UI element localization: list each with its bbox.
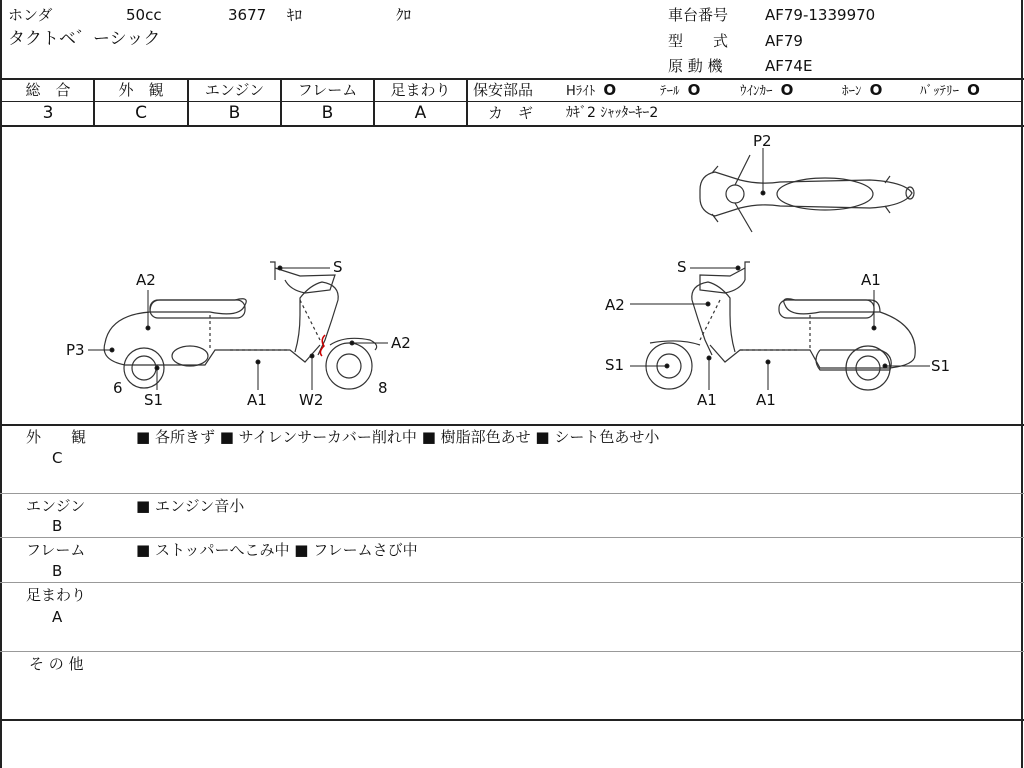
safety-label: 保安部品 [473, 81, 534, 99]
label-right-a1-top: A1 [861, 271, 881, 289]
displacement: 50cc [126, 6, 162, 24]
engine-grade-label: エンジン [204, 81, 265, 99]
key-label: カ ギ [488, 104, 534, 122]
label-right-a1-a: A1 [697, 391, 717, 409]
safety-battery-label: ﾊﾞｯﾃﾘｰ [920, 84, 959, 99]
safety-headlight-label: Hﾗｲﾄ [566, 84, 596, 99]
mileage: 3677 [228, 6, 267, 24]
safety-tail-mark: O [687, 81, 701, 99]
mileage-unit: ｷﾛ [287, 6, 303, 24]
note-suspension-label: 足まわり [26, 586, 87, 604]
note-engine-label: エンジン [26, 497, 86, 515]
note-frame-grade: B [52, 562, 63, 580]
label-right-s1-left: S1 [605, 356, 625, 374]
safety-winker-mark: O [780, 81, 794, 99]
note-exterior-grade: C [52, 449, 63, 467]
key-text: ｶｷﾞ2 ｼｬｯﾀｰｷｰ2 [566, 105, 659, 121]
label-left-s: S [333, 258, 343, 276]
engine-value: AF74E [765, 57, 813, 75]
overall-label: 総 合 [25, 81, 71, 99]
safety-horn-mark: O [869, 81, 883, 99]
label-left-s1: S1 [144, 391, 164, 409]
exterior-grade: C [135, 103, 147, 123]
label-left-8: 8 [378, 379, 388, 397]
safety-headlight-mark: O [603, 81, 617, 99]
suspension-grade-label: 足まわり [390, 81, 451, 99]
maker: ホンダ [8, 6, 53, 24]
exterior-label: 外 観 [118, 81, 164, 99]
label-left-a1: A1 [247, 391, 267, 409]
note-exterior-text: ■ 各所きず ■ サイレンサーカバー削れ中 ■ 樹脂部色あせ ■ シート色あせ小 [136, 428, 660, 446]
label-right-a1-b: A1 [756, 391, 776, 409]
frame-no-label: 車台番号 [668, 6, 729, 24]
frame-grade: B [321, 103, 334, 123]
note-engine-text: ■ エンジン音小 [136, 497, 245, 515]
overall-grade: 3 [42, 103, 54, 123]
label-left-a2-front: A2 [391, 334, 411, 352]
type-label: 型 式 [668, 32, 729, 50]
note-engine-grade: B [52, 517, 63, 535]
label-left-a2-top: A2 [136, 271, 156, 289]
note-frame-text: ■ ストッパーへこみ中 ■ フレームさび中 [136, 541, 418, 559]
label-left-p3: P3 [66, 341, 85, 359]
top-scooter [700, 155, 914, 232]
safety-winker-label: ｳｲﾝｶｰ [740, 84, 773, 99]
safety-battery-mark: O [967, 81, 980, 99]
color: ｸﾛ [396, 6, 412, 24]
safety-tail-label: ﾃｰﾙ [660, 84, 680, 99]
note-suspension-grade: A [52, 608, 63, 626]
engine-grade: B [228, 103, 241, 123]
model-name: タクトベ゛ーシック [8, 29, 161, 49]
note-exterior-label: 外 観 [26, 428, 87, 446]
label-right-s: S [677, 258, 687, 276]
suspension-grade: A [414, 103, 427, 123]
label-right-s1-right: S1 [931, 357, 951, 375]
type-value: AF79 [765, 32, 803, 50]
label-left-w2: W2 [299, 391, 324, 409]
safety-horn-label: ﾎｰﾝ [842, 84, 862, 99]
engine-label: 原 動 機 [668, 57, 723, 75]
label-top-p2: P2 [753, 132, 772, 150]
label-right-a2: A2 [605, 296, 625, 314]
frame-grade-label: フレーム [297, 81, 358, 99]
label-left-6: 6 [113, 379, 123, 397]
frame-no: AF79-1339970 [765, 6, 876, 24]
note-other-label: そ の 他 [29, 655, 84, 673]
note-frame-label: フレーム [26, 541, 86, 559]
